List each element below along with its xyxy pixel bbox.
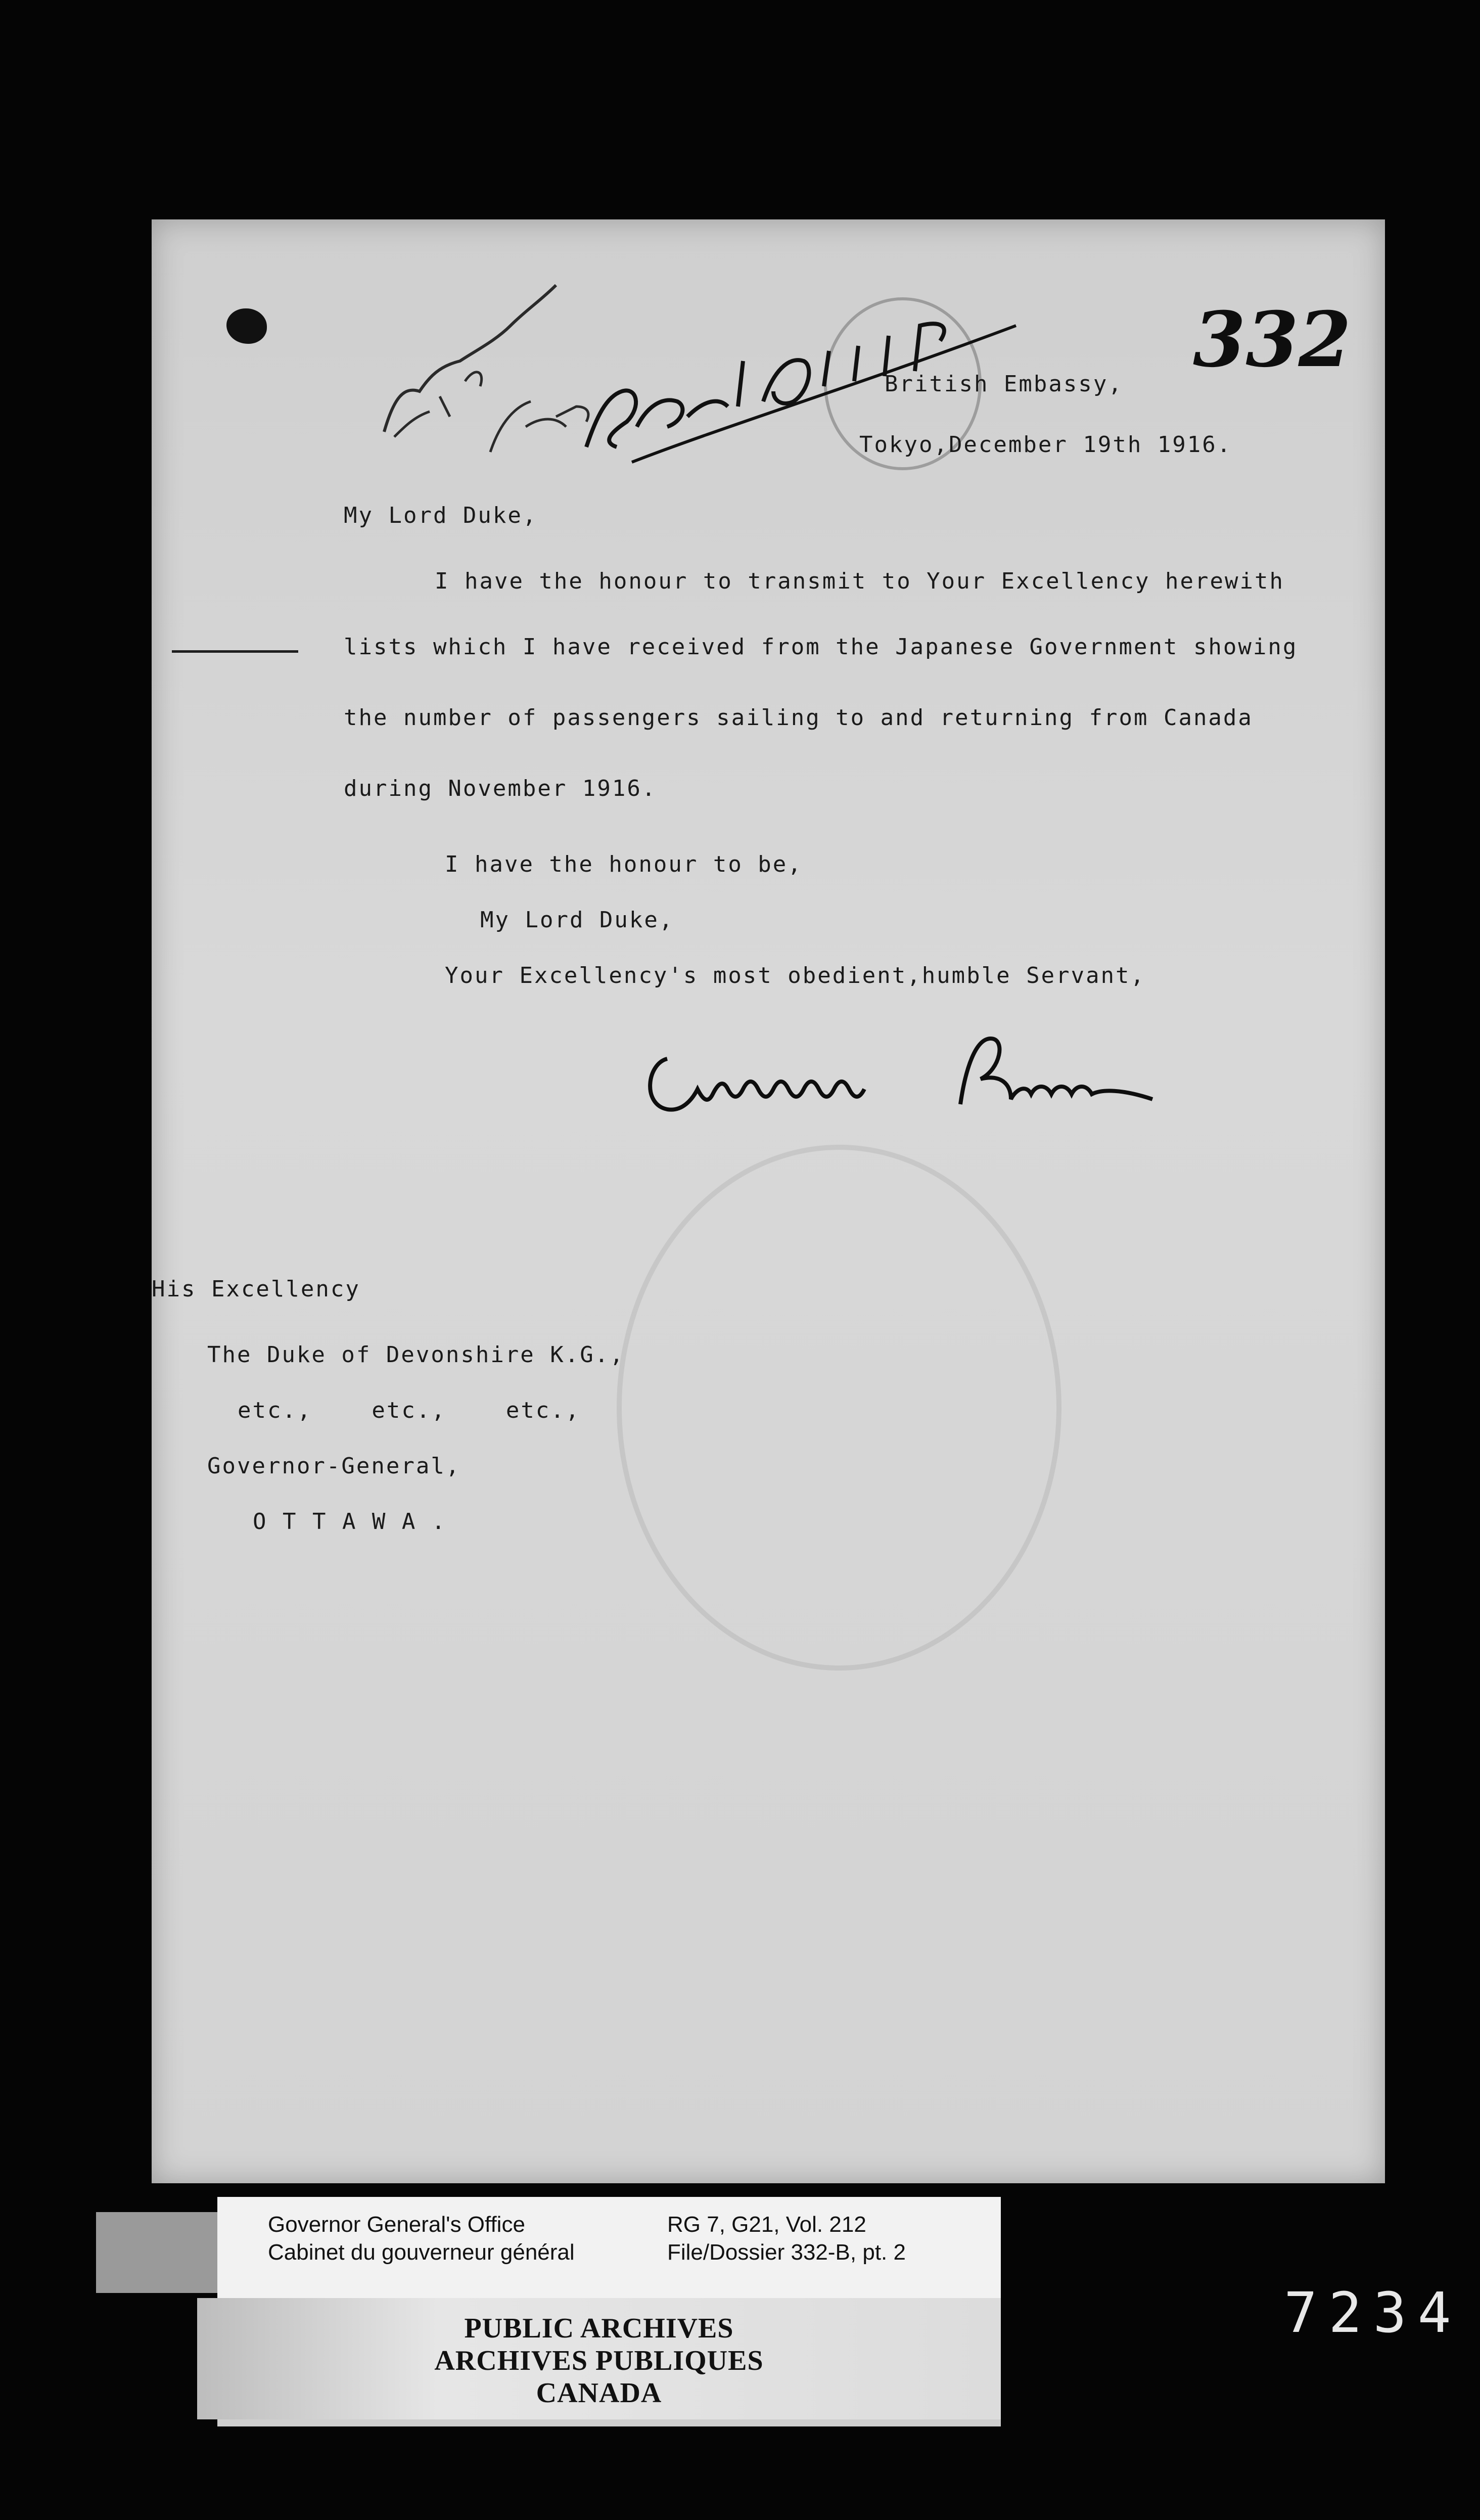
letter-body-line: lists which I have received from the Japanese Government showing [344, 634, 1298, 660]
letter-header-date: Tokyo,December 19th 1916. [859, 432, 1232, 458]
archive-office-fr: Cabinet du gouverneur général [268, 2240, 575, 2265]
page-number: 332 [1193, 295, 1352, 384]
archive-institution-panel [197, 2298, 1001, 2419]
addressee-line: The Duke of Devonshire K.G., [207, 1342, 625, 1368]
archive-strip-edge [217, 2419, 1001, 2426]
letter-closing-line: My Lord Duke, [480, 907, 674, 933]
letter-body-line: I have the honour to transmit to Your Excellency herewith [435, 568, 1284, 594]
margin-rule [172, 650, 298, 653]
letter-page [152, 219, 1385, 2183]
archive-office-en: Governor General's Office [268, 2212, 525, 2237]
archive-institution-fr: ARCHIVES PUBLIQUES [434, 2345, 764, 2376]
letter-header-line: British Embassy, [885, 371, 1123, 397]
archive-reference-card [217, 2197, 1001, 2298]
addressee-line: etc., etc., etc., [238, 1398, 581, 1423]
signature [637, 1028, 1193, 1142]
addressee-city: O T T A W A . [253, 1509, 447, 1535]
letter-salutation: My Lord Duke, [344, 503, 538, 528]
addressee-line: His Excellency [152, 1276, 360, 1302]
letter-closing-line: Your Excellency's most obedient,humble Servant, [445, 963, 1146, 988]
archive-file-number: File/Dossier 332-B, pt. 2 [667, 2240, 906, 2265]
letter-body-line: the number of passengers sailing to and returning from Canada [344, 705, 1253, 731]
embossed-seal-stamp [617, 1145, 1061, 1671]
archive-institution-en: PUBLIC ARCHIVES [464, 2313, 734, 2344]
addressee-line: Governor-General, [207, 1453, 461, 1479]
letter-body-line: during November 1916. [344, 776, 657, 801]
letter-closing-line: I have the honour to be, [445, 851, 803, 877]
archive-institution-country: CANADA [536, 2377, 662, 2409]
microfilm-frame-number: 7234 [1284, 2280, 1462, 2345]
ink-blot [226, 308, 267, 344]
archive-record-group: RG 7, G21, Vol. 212 [667, 2212, 866, 2237]
